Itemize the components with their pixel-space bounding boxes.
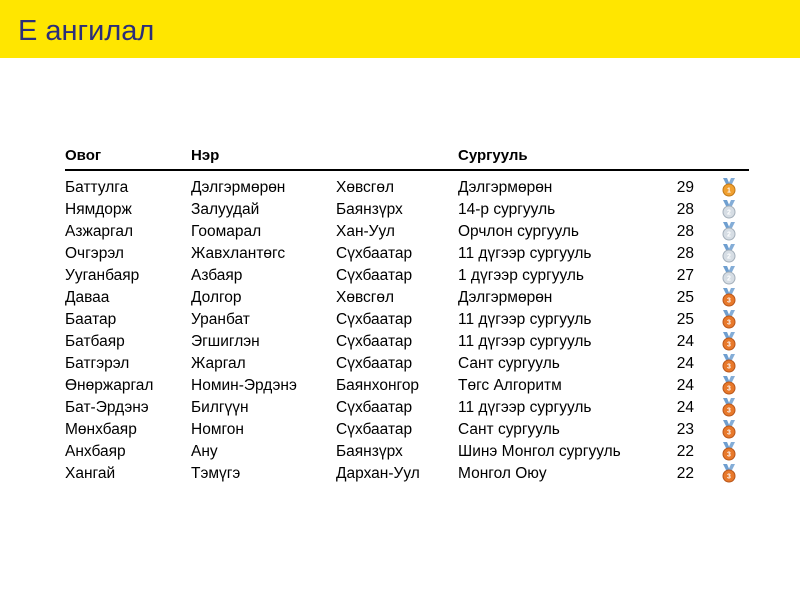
- cell-surname: Даваа: [65, 289, 110, 306]
- cell-surname: Мөнхбаяр: [65, 421, 137, 438]
- cell-surname: Батбаяр: [65, 333, 125, 350]
- cell-surname: Нямдорж: [65, 201, 132, 218]
- cell-province: Баянзүрх: [336, 443, 403, 460]
- cell-province: Сүхбаатар: [336, 355, 413, 372]
- bronze-medal-icon: [719, 397, 739, 417]
- cell-school: 11 дүгээр сургууль: [458, 245, 592, 262]
- cell-score: 25: [676, 289, 694, 306]
- cell-school: Төгс Алгоритм: [458, 377, 562, 394]
- cell-score: 27: [676, 267, 694, 284]
- svg-text:3: 3: [727, 429, 731, 437]
- cell-surname: Баттулга: [65, 179, 129, 196]
- cell-name: Жавхлантөгс: [191, 245, 286, 262]
- gold-medal-icon: [719, 177, 739, 197]
- cell-province: Хөвсгөл: [336, 289, 395, 306]
- cell-score: 24: [676, 355, 694, 372]
- cell-surname: Бат-Эрдэнэ: [65, 399, 149, 416]
- cell-province: Сүхбаатар: [336, 311, 413, 328]
- table-row: [65, 265, 749, 287]
- cell-score: 28: [676, 201, 694, 218]
- table-row: [65, 441, 749, 463]
- svg-text:3: 3: [727, 451, 731, 459]
- cell-score: 24: [676, 377, 694, 394]
- silver-medal-icon: [719, 243, 739, 263]
- cell-score: 29: [676, 179, 694, 196]
- table-row: [65, 287, 749, 309]
- bronze-medal-icon: [719, 375, 739, 395]
- cell-province: Сүхбаатар: [336, 421, 413, 438]
- svg-text:3: 3: [727, 297, 731, 305]
- cell-score: 22: [676, 465, 694, 482]
- table-row: [65, 309, 749, 331]
- cell-name: Эгшиглэн: [191, 333, 260, 350]
- cell-score: 28: [676, 223, 694, 240]
- table-row: [65, 375, 749, 397]
- cell-score: 25: [676, 311, 694, 328]
- table-row: [65, 353, 749, 375]
- cell-province: Баянхонгор: [336, 377, 420, 394]
- cell-score: 28: [676, 245, 694, 262]
- bronze-medal-icon: [719, 353, 739, 373]
- cell-province: Дархан-Уул: [336, 465, 420, 482]
- table-row: [65, 331, 749, 353]
- cell-school: Шинэ Монгол сургууль: [458, 443, 621, 460]
- table-body: [65, 171, 749, 485]
- cell-name: Залуудай: [191, 201, 260, 218]
- svg-text:2: 2: [727, 275, 731, 283]
- cell-score: 24: [676, 333, 694, 350]
- cell-name: Номгон: [191, 421, 244, 438]
- cell-name: Дэлгэрмөрөн: [191, 179, 286, 196]
- cell-province: Баянзүрх: [336, 201, 403, 218]
- silver-medal-icon: [719, 199, 739, 219]
- cell-province: Сүхбаатар: [336, 399, 413, 416]
- column-header-name: Нэр: [191, 147, 220, 164]
- table-header: [65, 143, 749, 171]
- cell-score: 22: [676, 443, 694, 460]
- cell-name: Тэмүгэ: [191, 465, 241, 482]
- cell-surname: Хангай: [65, 465, 116, 482]
- svg-text:2: 2: [727, 209, 731, 217]
- table-row: [65, 419, 749, 441]
- table-row: [65, 243, 749, 265]
- cell-surname: Өнөржаргал: [65, 377, 154, 394]
- cell-name: Уранбат: [191, 311, 250, 328]
- bronze-medal-icon: [719, 463, 739, 483]
- cell-school: 1 дүгээр сургууль: [458, 267, 584, 284]
- cell-surname: Батгэрэл: [65, 355, 130, 372]
- cell-school: Монгол Оюу: [458, 465, 547, 482]
- svg-text:2: 2: [727, 231, 731, 239]
- cell-school: Дэлгэрмөрөн: [458, 179, 553, 196]
- column-header-school: Сургууль: [458, 147, 528, 164]
- cell-surname: Очгэрэл: [65, 245, 124, 262]
- bronze-medal-icon: [719, 441, 739, 461]
- cell-province: Хан-Уул: [336, 223, 395, 240]
- svg-text:3: 3: [727, 319, 731, 327]
- svg-text:3: 3: [727, 341, 731, 349]
- table-row: [65, 199, 749, 221]
- bronze-medal-icon: [719, 331, 739, 351]
- cell-province: Сүхбаатар: [336, 267, 413, 284]
- table-row: [65, 221, 749, 243]
- cell-name: Жаргал: [191, 355, 246, 372]
- page-title: Е ангилал: [18, 15, 155, 47]
- cell-surname: Азжаргал: [65, 223, 134, 240]
- svg-text:1: 1: [727, 187, 731, 195]
- cell-school: 11 дүгээр сургууль: [458, 311, 592, 328]
- cell-province: Сүхбаатар: [336, 333, 413, 350]
- cell-surname: Анхбаяр: [65, 443, 126, 460]
- cell-surname: Ууганбаяр: [65, 267, 140, 284]
- cell-surname: Баатар: [65, 311, 117, 328]
- bronze-medal-icon: [719, 309, 739, 329]
- table-row: [65, 397, 749, 419]
- cell-school: Орчлон сургууль: [458, 223, 579, 240]
- cell-name: Гоомарал: [191, 223, 262, 240]
- svg-text:3: 3: [727, 363, 731, 371]
- bronze-medal-icon: [719, 419, 739, 439]
- bronze-medal-icon: [719, 287, 739, 307]
- table-row: [65, 177, 749, 199]
- silver-medal-icon: [719, 221, 739, 241]
- cell-score: 24: [676, 399, 694, 416]
- svg-text:3: 3: [727, 473, 731, 481]
- svg-text:3: 3: [727, 407, 731, 415]
- cell-province: Сүхбаатар: [336, 245, 413, 262]
- cell-school: Дэлгэрмөрөн: [458, 289, 553, 306]
- cell-school: 14-р сургууль: [458, 201, 556, 218]
- column-header-surname: Овог: [65, 147, 102, 164]
- cell-name: Номин-Эрдэнэ: [191, 377, 297, 394]
- cell-school: 11 дүгээр сургууль: [458, 333, 592, 350]
- cell-province: Хөвсгөл: [336, 179, 395, 196]
- cell-name: Ану: [191, 443, 218, 460]
- silver-medal-icon: [719, 265, 739, 285]
- svg-text:2: 2: [727, 253, 731, 261]
- cell-school: Сант сургууль: [458, 421, 560, 438]
- cell-score: 23: [676, 421, 694, 438]
- cell-name: Долгор: [191, 289, 242, 306]
- svg-text:3: 3: [727, 385, 731, 393]
- cell-school: 11 дүгээр сургууль: [458, 399, 592, 416]
- cell-name: Билгүүн: [191, 399, 249, 416]
- results-table: [65, 143, 749, 485]
- table-row: [65, 463, 749, 485]
- cell-name: Азбаяр: [191, 267, 243, 284]
- cell-school: Сант сургууль: [458, 355, 560, 372]
